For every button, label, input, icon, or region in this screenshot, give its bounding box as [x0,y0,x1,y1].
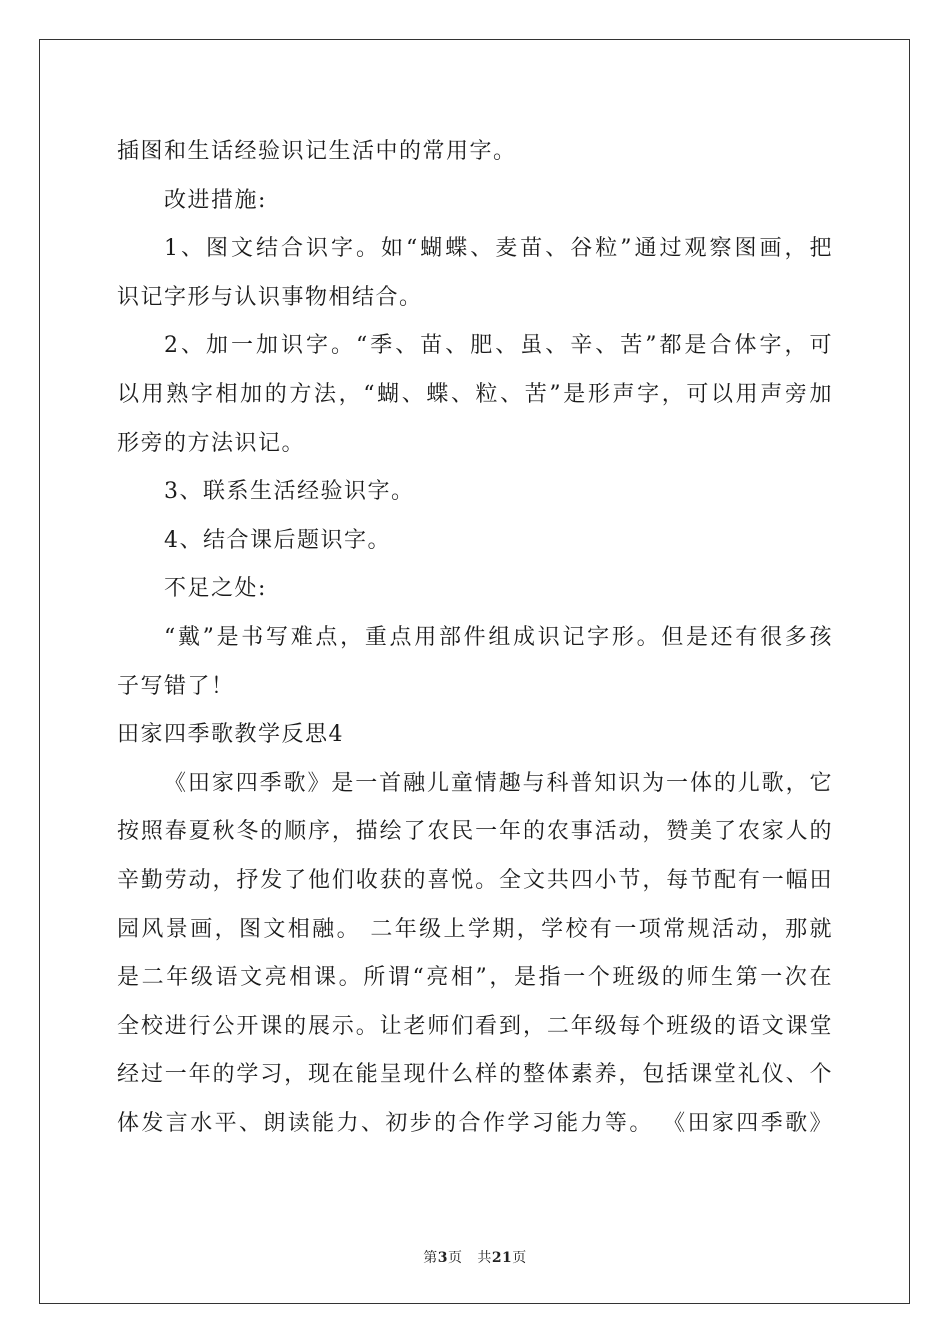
footer-page-suffix: 页 [447,1250,463,1266]
footer-prefix: 第 [423,1250,438,1266]
text-line: 按照春夏秋冬的顺序，描绘了农民一年的农事活动，赞美了农家人的 [117,819,833,845]
article-title: 田家四季歌教学反思4 [117,722,344,748]
text-line: 园风景画，图文相融。 二年级上学期，学校有一项常规活动，那就 [117,916,833,942]
text-line: 是二年级语文亮相课。所谓“亮相”，是指一个班级的师生第一次在 [117,965,833,991]
text-line: 形旁的方法识记。 [117,430,306,456]
current-page-number: 3 [437,1250,448,1266]
text-line: 体发言水平、朗读能力、初步的合作学习能力等。 《田家四季歌》 [117,1110,833,1136]
footer-total-suffix: 页 [512,1250,527,1266]
document-body [117,128,833,1148]
section-heading-improvements: 改进措施: [164,187,267,213]
footer-total-prefix: 共 [477,1250,492,1266]
text-line: 辛勤劳动，抒发了他们收获的喜悦。全文共四小节，每节配有一幅田 [117,867,833,893]
text-line: 以用熟字相加的方法，“蝴、蝶、粒、苦”是形声字，可以用声旁加 [117,381,833,407]
section-heading-shortcomings: 不足之处: [164,576,267,602]
text-line: 识记字形与认识事物相结合。 [117,284,423,310]
text-line: 子写错了！ [117,673,235,699]
text-line: 经过一年的学习，现在能呈现什么样的整体素养，包括课堂礼仪、个 [117,1062,833,1088]
text-line: 3、联系生活经验识字。 [164,479,415,505]
text-line: 全校进行公开课的展示。让老师们看到，二年级每个班级的语文课堂 [117,1013,833,1039]
text-line: 2、加一加识字。“季、苗、肥、虽、辛、苦”都是合体字，可 [164,333,833,359]
text-line: 1、图文结合识字。如“蝴蝶、麦苗、谷粒”通过观察图画，把 [164,236,833,262]
page-footer [0,1247,950,1267]
text-line: 4、结合课后题识字。 [164,527,391,553]
text-line: 《田家四季歌》是一首融儿童情趣与科普知识为一体的儿歌，它 [164,770,833,796]
text-line: 插图和生话经验识记生活中的常用字。 [117,139,517,164]
text-line: “戴”是书写难点，重点用部件组成识记字形。但是还有很多孩 [164,624,833,650]
total-page-count: 21 [491,1250,513,1266]
